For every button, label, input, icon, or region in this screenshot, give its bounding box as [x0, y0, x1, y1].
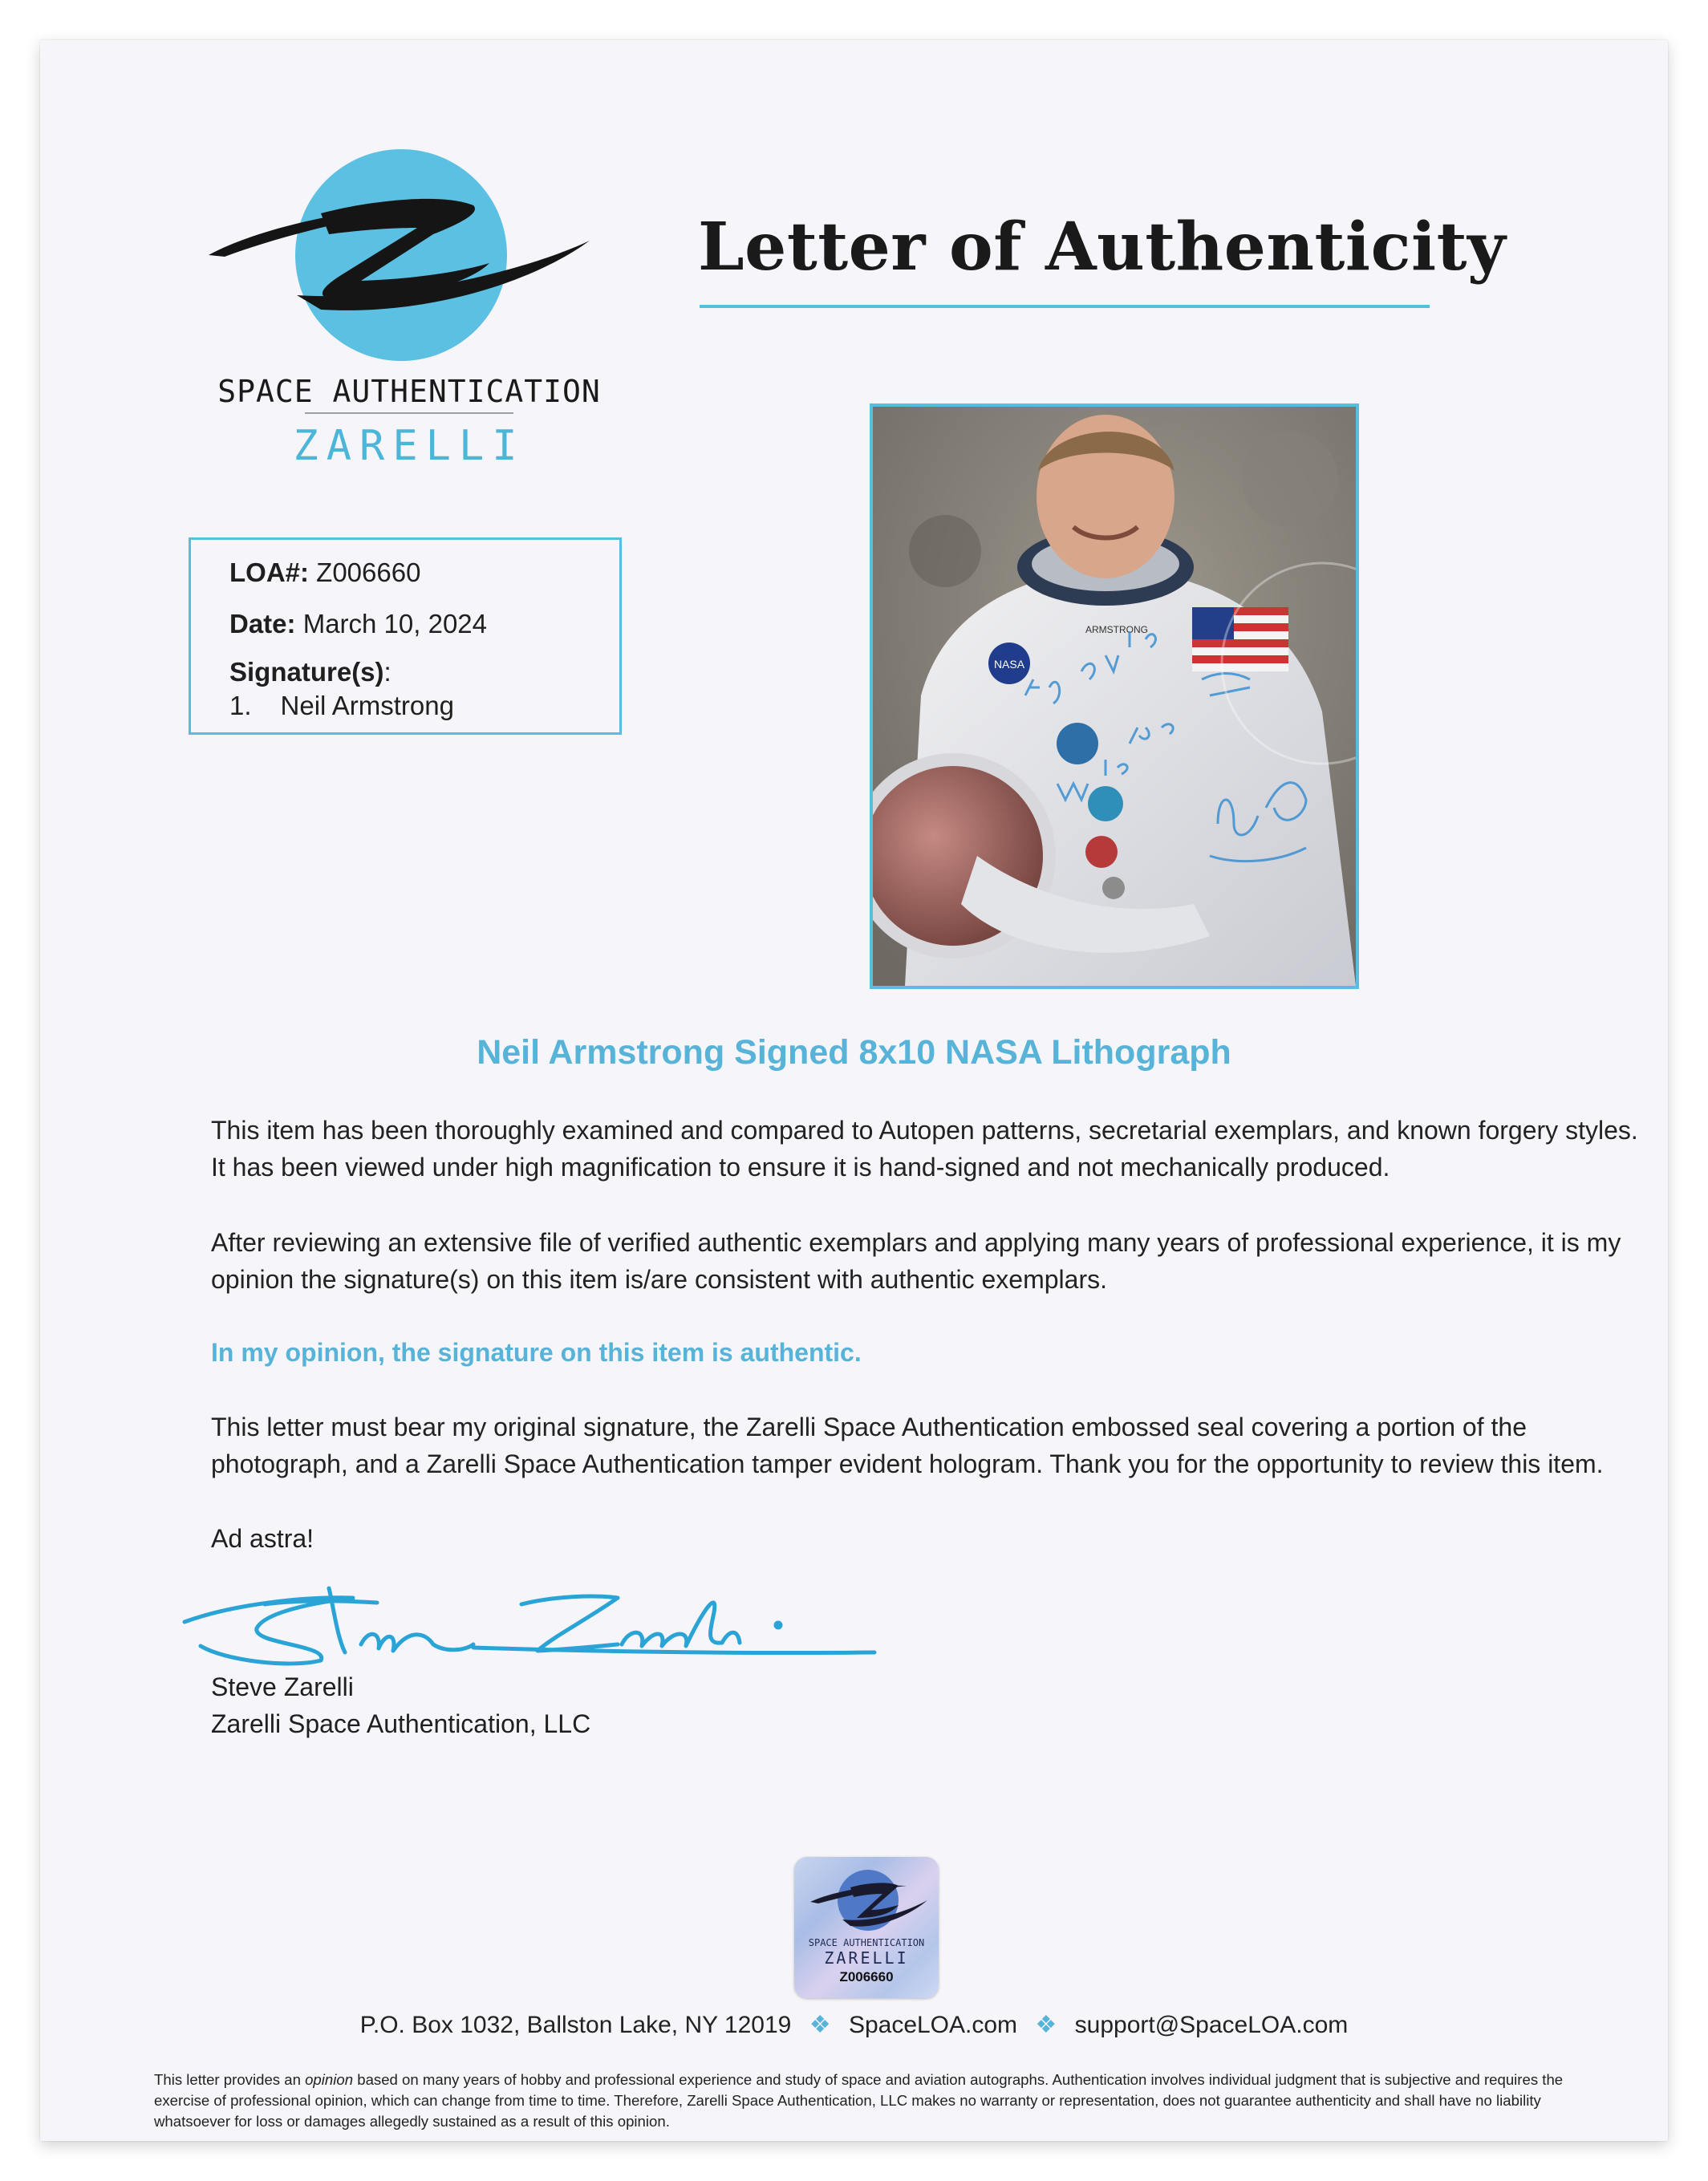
paragraph-examination: This item has been thoroughly examined and compared to Autopen patterns, secretarial exemplars, and known forgery styles. It has been viewed under high magnification to ensure it is hand-signed and not mechanically produced.: [211, 1116, 1638, 1182]
signer-company: Zarelli Space Authentication, LLC: [211, 1709, 591, 1738]
page-title: Letter of Authenticity: [698, 209, 1507, 286]
signer-block: [211, 1668, 590, 1742]
nasa-patch-text: NASA: [993, 658, 1025, 671]
item-title: Neil Armstrong Signed 8x10 NASA Lithograph: [477, 1033, 1231, 1072]
loa-value: Z006660: [309, 557, 421, 587]
letter-page: [40, 40, 1668, 2141]
loa-info-box: [189, 537, 622, 735]
date-label: Date:: [229, 609, 296, 638]
hologram-text-line1: SPACE AUTHENTICATION: [808, 1937, 925, 1948]
hologram-serial: Z006660: [839, 1969, 894, 1984]
signer-name: Steve Zarelli: [211, 1672, 354, 1701]
legal-disclaimer: [154, 2070, 1582, 2132]
logo-text-space-authentication: SPACE AUTHENTICATION: [217, 374, 601, 409]
logo-text-zarelli: ZARELLI: [293, 422, 525, 470]
signature-item-1: [229, 691, 454, 721]
contact-footer: [40, 2011, 1668, 2039]
signatures-colon: :: [383, 657, 392, 687]
handwritten-signature: [168, 1556, 891, 1668]
astronaut-portrait-image: [873, 407, 1356, 986]
tamper-evident-hologram: [794, 1857, 939, 1998]
loa-label: LOA#:: [229, 557, 309, 587]
name-badge-text: ARMSTRONG: [1085, 624, 1148, 635]
separator-icon: ❖: [809, 2012, 831, 2038]
signed-photo: [870, 403, 1359, 989]
signatures-label: Signature(s): [229, 657, 384, 687]
support-email-link[interactable]: support@SpaceLOA.com: [1074, 2012, 1349, 2038]
separator-icon: ❖: [1035, 2012, 1057, 2038]
mailing-address: P.O. Box 1032, Ballston Lake, NY 12019: [359, 2012, 792, 2038]
date-value: March 10, 2024: [295, 609, 488, 638]
logo-divider: [305, 412, 513, 414]
signature-item-number: 1.: [229, 691, 252, 720]
company-logo: [201, 144, 618, 481]
signature-item-name: Neil Armstrong: [280, 691, 454, 720]
date-row: [229, 609, 487, 639]
disclaimer-text-end: based on many years of hobby and professional experience and study of space and aviation autographs. Authentication involves individual judgment that is subjective and requires the exercise of professional opinion, which can change from time to time. Therefore, Zarelli Space Authentication, LLC makes no warranty or representation, does not guarantee authenticity and shall have no liability whatsoever for loss or damages allegedly sustained as a result of this opinion.: [154, 2071, 1564, 2130]
hologram-text-line2: ZARELLI: [824, 1948, 909, 1968]
disclaimer-emphasis: opinion: [305, 2071, 354, 2088]
loa-number-row: [229, 557, 420, 588]
hologram-logo: [794, 1857, 939, 1937]
title-underline: [700, 305, 1430, 308]
paragraph-review: After reviewing an extensive file of verified authentic exemplars and applying many years of professional experience, it is my opinion the signature(s) on this item is/are consistent with authentic exemplars.: [211, 1228, 1621, 1294]
website-link[interactable]: SpaceLOA.com: [848, 2012, 1018, 2038]
opinion-statement: In my opinion, the signature on this item is authentic.: [211, 1338, 862, 1367]
paragraph-requirements: This letter must bear my original signature, the Zarelli Space Authentication embossed seal covering a portion of the photograph, and a Zarelli Space Authentication tamper evident hologram. Thank you for the opportunity to review this item.: [211, 1413, 1604, 1478]
signatures-row: [229, 657, 392, 687]
logo-emblem: [201, 144, 618, 377]
closing-line: Ad astra!: [211, 1524, 314, 1553]
disclaimer-text-start: This letter provides an: [154, 2071, 306, 2088]
